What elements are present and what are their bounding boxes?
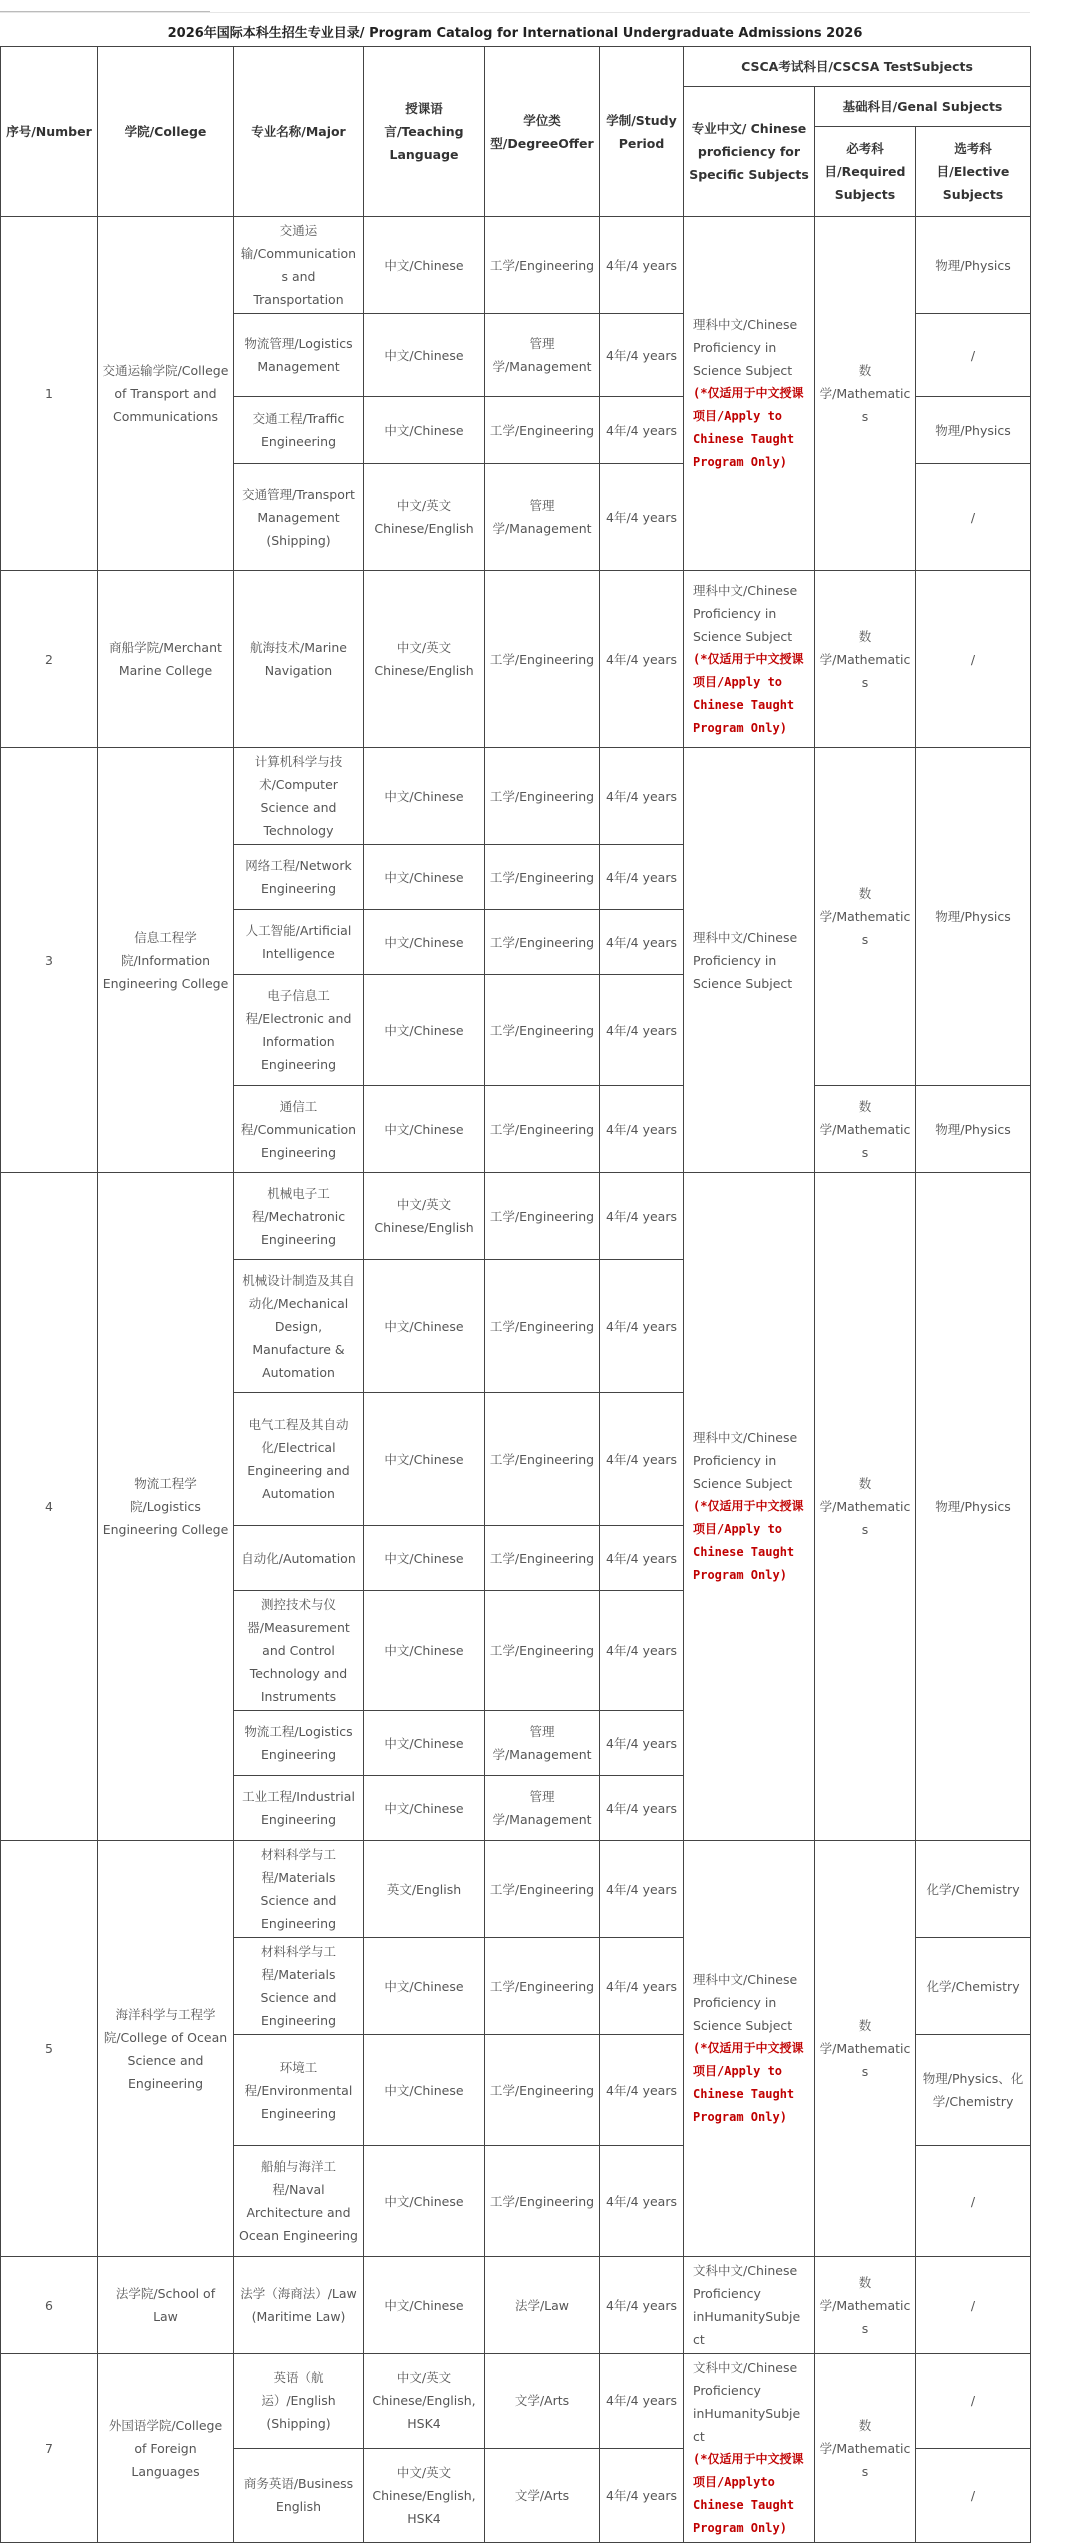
major-name: 材料科学与工程/Materials Science and Engineering xyxy=(234,1841,364,1938)
elective-subject: / xyxy=(916,2257,1031,2354)
study-period: 4年/4 years xyxy=(600,464,684,571)
chinese-taught-note: (*仅适用于中文授课项目/Applyto Chinese Taught Program Only) xyxy=(693,2452,804,2535)
required-subject: 数学/Mathematics xyxy=(815,1086,916,1173)
degree-type: 工学/Engineering xyxy=(485,1173,600,1260)
degree-type: 工学/Engineering xyxy=(485,571,600,748)
elective-subject: 物理/Physics xyxy=(916,1173,1031,1841)
specific-subject xyxy=(684,2257,815,2354)
study-period: 4年/4 years xyxy=(600,910,684,975)
chinese-taught-note: (*仅适用于中文授课项目/Apply to Chinese Taught Program Only) xyxy=(693,651,804,735)
degree-type: 工学/Engineering xyxy=(485,1938,600,2035)
college-name: 海洋科学与工程学院/College of Ocean Science and Engineering xyxy=(98,1841,234,2257)
degree-type: 工学/Engineering xyxy=(485,2146,600,2257)
study-period: 4年/4 years xyxy=(600,2257,684,2354)
teaching-language: 中文/Chinese xyxy=(364,1938,485,2035)
header-language: 授课语言/Teaching Language xyxy=(364,47,485,217)
elective-subject: / xyxy=(916,2146,1031,2257)
required-subject: 数学/Mathematics xyxy=(815,571,916,748)
teaching-language: 中文/Chinese xyxy=(364,1526,485,1591)
college-name: 外国语学院/College of Foreign Languages xyxy=(98,2354,234,2543)
elective-subject: 物理/Physics xyxy=(916,748,1031,1086)
top-tab-line xyxy=(0,0,210,12)
study-period: 4年/4 years xyxy=(600,314,684,397)
specific-subject-text: 理科中文/Chinese Proficiency in Science Subject xyxy=(693,582,798,644)
study-period: 4年/4 years xyxy=(600,2035,684,2146)
elective-subject: / xyxy=(916,464,1031,571)
degree-type: 工学/Engineering xyxy=(485,975,600,1086)
teaching-language: 中文/Chinese xyxy=(364,2146,485,2257)
study-period: 4年/4 years xyxy=(600,1591,684,1711)
study-period: 4年/4 years xyxy=(600,1393,684,1526)
teaching-language: 英文/English xyxy=(364,1841,485,1938)
specific-subject-text: 理科中文/Chinese Proficiency in Science Subject xyxy=(693,317,798,378)
major-name: 工业工程/Industrial Engineering xyxy=(234,1776,364,1841)
elective-subject: 化学/Chemistry xyxy=(916,1841,1031,1938)
major-name: 交通管理/Transport Management (Shipping) xyxy=(234,464,364,571)
teaching-language: 中文/Chinese xyxy=(364,217,485,314)
header-degree: 学位类型/DegreeOffer xyxy=(485,47,600,217)
degree-type: 工学/Engineering xyxy=(485,1591,600,1711)
elective-subject: 化学/Chemistry xyxy=(916,1938,1031,2035)
teaching-language: 中文/英文 Chinese/English, HSK4 xyxy=(364,2448,485,2543)
major-name: 机械电子工程/Mechatronic Engineering xyxy=(234,1173,364,1260)
major-name: 通信工程/Communication Engineering xyxy=(234,1086,364,1173)
required-subject: 数学/Mathematics xyxy=(815,2257,916,2354)
degree-type: 管理学/Management xyxy=(485,314,600,397)
study-period: 4年/4 years xyxy=(600,2354,684,2449)
teaching-language: 中文/Chinese xyxy=(364,2257,485,2354)
specific-subject xyxy=(684,1173,815,1841)
required-subject: 数学/Mathematics xyxy=(815,748,916,1086)
header-period: 学制/Study Period xyxy=(600,47,684,217)
study-period: 4年/4 years xyxy=(600,748,684,845)
major-name: 物流管理/Logistics Management xyxy=(234,314,364,397)
chinese-taught-note: (*仅适用于中文授课项目/Apply to Chinese Taught Program Only) xyxy=(693,386,804,469)
teaching-language: 中文/Chinese xyxy=(364,314,485,397)
row-number: 4 xyxy=(1,1173,98,1841)
degree-type: 工学/Engineering xyxy=(485,1086,600,1173)
header-specific: 专业中文/ Chinese proficiency for Specific Subjects xyxy=(684,87,815,217)
table-caption: 2026年国际本科生招生专业目录/ Program Catalog for International Undergraduate Admissions 2026 xyxy=(167,26,863,41)
college-name: 交通运输学院/College of Transport and Communications xyxy=(98,217,234,571)
college-name: 信息工程学院/Information Engineering College xyxy=(98,748,234,1173)
specific-subject-text: 理科中文/Chinese Proficiency in Science Subject xyxy=(693,1430,798,1491)
study-period: 4年/4 years xyxy=(600,1841,684,1938)
major-name: 材料科学与工程/Materials Science and Engineering xyxy=(234,1938,364,2035)
teaching-language: 中文/Chinese xyxy=(364,397,485,464)
teaching-language: 中文/Chinese xyxy=(364,845,485,910)
header-csca: CSCA考试科目/CSCSA TestSubjects xyxy=(684,47,1031,87)
degree-type: 工学/Engineering xyxy=(485,910,600,975)
teaching-language: 中文/Chinese xyxy=(364,1591,485,1711)
specific-subject-text: 文科中文/Chinese Proficiency inHumanitySubject xyxy=(693,2360,801,2444)
teaching-language: 中文/Chinese xyxy=(364,2035,485,2146)
study-period: 4年/4 years xyxy=(600,397,684,464)
major-name: 英语（航运）/English (Shipping) xyxy=(234,2354,364,2449)
degree-type: 工学/Engineering xyxy=(485,845,600,910)
row-number: 7 xyxy=(1,2354,98,2543)
teaching-language: 中文/Chinese xyxy=(364,1260,485,1393)
major-name: 自动化/Automation xyxy=(234,1526,364,1591)
major-name: 航海技术/Marine Navigation xyxy=(234,571,364,748)
degree-type: 工学/Engineering xyxy=(485,1841,600,1938)
header-required: 必考科目/Required Subjects xyxy=(815,127,916,217)
specific-subject xyxy=(684,1841,815,2257)
elective-subject: / xyxy=(916,314,1031,397)
specific-subject xyxy=(684,571,815,748)
study-period: 4年/4 years xyxy=(600,2448,684,2543)
degree-type: 工学/Engineering xyxy=(485,748,600,845)
teaching-language: 中文/英文 Chinese/English xyxy=(364,571,485,748)
row-number: 2 xyxy=(1,571,98,748)
college-name: 物流工程学院/Logistics Engineering College xyxy=(98,1173,234,1841)
teaching-language: 中文/Chinese xyxy=(364,910,485,975)
teaching-language: 中文/Chinese xyxy=(364,975,485,1086)
table-row xyxy=(1,1173,1031,1260)
degree-type: 工学/Engineering xyxy=(485,1393,600,1526)
study-period: 4年/4 years xyxy=(600,845,684,910)
table-row xyxy=(1,1841,1031,1938)
study-period: 4年/4 years xyxy=(600,1526,684,1591)
elective-subject: 物理/Physics xyxy=(916,1086,1031,1173)
degree-type: 工学/Engineering xyxy=(485,2035,600,2146)
elective-subject: / xyxy=(916,2448,1031,2543)
teaching-language: 中文/Chinese xyxy=(364,1086,485,1173)
elective-subject: 物理/Physics、化学/Chemistry xyxy=(916,2035,1031,2146)
study-period: 4年/4 years xyxy=(600,1086,684,1173)
teaching-language: 中文/英文 Chinese/English xyxy=(364,1173,485,1260)
program-catalog-table xyxy=(0,46,1031,2543)
table-row xyxy=(1,571,1031,748)
major-name: 船舶与海洋工程/Naval Architecture and Ocean Engineering xyxy=(234,2146,364,2257)
college-name: 法学院/School of Law xyxy=(98,2257,234,2354)
header-elective: 选考科目/Elective Subjects xyxy=(916,127,1031,217)
required-subject: 数学/Mathematics xyxy=(815,1841,916,2257)
study-period: 4年/4 years xyxy=(600,1173,684,1260)
required-subject: 数学/Mathematics xyxy=(815,1173,916,1841)
major-name: 物流工程/Logistics Engineering xyxy=(234,1711,364,1776)
degree-type: 管理学/Management xyxy=(485,1776,600,1841)
study-period: 4年/4 years xyxy=(600,571,684,748)
major-name: 网络工程/Network Engineering xyxy=(234,845,364,910)
study-period: 4年/4 years xyxy=(600,1711,684,1776)
chinese-taught-note: (*仅适用于中文授课项目/Apply to Chinese Taught Program Only) xyxy=(693,2041,804,2124)
specific-subject xyxy=(684,2354,815,2543)
degree-type: 法学/Law xyxy=(485,2257,600,2354)
major-name: 电气工程及其自动化/Electrical Engineering and Automation xyxy=(234,1393,364,1526)
top-divider xyxy=(0,0,1030,13)
teaching-language: 中文/Chinese xyxy=(364,1711,485,1776)
specific-subject xyxy=(684,217,815,571)
row-number: 1 xyxy=(1,217,98,571)
row-number: 5 xyxy=(1,1841,98,2257)
required-subject: 数学/Mathematics xyxy=(815,2354,916,2543)
degree-type: 管理学/Management xyxy=(485,1711,600,1776)
chinese-taught-note: (*仅适用于中文授课项目/Apply to Chinese Taught Program Only) xyxy=(693,1499,804,1582)
teaching-language: 中文/Chinese xyxy=(364,1393,485,1526)
row-number: 6 xyxy=(1,2257,98,2354)
table-row xyxy=(1,2257,1031,2354)
teaching-language: 中文/Chinese xyxy=(364,1776,485,1841)
header-general: 基础科目/Genal Subjects xyxy=(815,87,1031,127)
major-name: 人工智能/Artificial Intelligence xyxy=(234,910,364,975)
elective-subject: 物理/Physics xyxy=(916,397,1031,464)
row-number: 3 xyxy=(1,748,98,1173)
study-period: 4年/4 years xyxy=(600,217,684,314)
major-name: 法学（海商法）/Law (Maritime Law) xyxy=(234,2257,364,2354)
major-name: 测控技术与仪器/Measurement and Control Technology and Instruments xyxy=(234,1591,364,1711)
major-name: 商务英语/Business English xyxy=(234,2448,364,2543)
degree-type: 管理学/Management xyxy=(485,464,600,571)
specific-subject-text: 理科中文/Chinese Proficiency in Science Subject xyxy=(693,929,798,991)
college-name: 商船学院/Merchant Marine College xyxy=(98,571,234,748)
teaching-language: 中文/英文 Chinese/English xyxy=(364,464,485,571)
teaching-language: 中文/英文 Chinese/English, HSK4 xyxy=(364,2354,485,2449)
major-name: 电子信息工程/Electronic and Information Engineering xyxy=(234,975,364,1086)
study-period: 4年/4 years xyxy=(600,1938,684,2035)
major-name: 交通工程/Traffic Engineering xyxy=(234,397,364,464)
study-period: 4年/4 years xyxy=(600,2146,684,2257)
header-number: 序号/Number xyxy=(1,47,98,217)
specific-subject-text: 理科中文/Chinese Proficiency in Science Subject xyxy=(693,1972,798,2033)
table-row xyxy=(1,217,1031,314)
major-name: 机械设计制造及其自动化/Mechanical Design, Manufacture & Automation xyxy=(234,1260,364,1393)
table-row xyxy=(1,2354,1031,2449)
header-college: 学院/College xyxy=(98,47,234,217)
header-major: 专业名称/Major xyxy=(234,47,364,217)
major-name: 环境工程/Environmental Engineering xyxy=(234,2035,364,2146)
study-period: 4年/4 years xyxy=(600,1776,684,1841)
major-name: 交通运输/Communications and Transportation xyxy=(234,217,364,314)
degree-type: 工学/Engineering xyxy=(485,1260,600,1393)
elective-subject: 物理/Physics xyxy=(916,217,1031,314)
degree-type: 工学/Engineering xyxy=(485,217,600,314)
elective-subject: / xyxy=(916,571,1031,748)
required-subject: 数学/Mathematics xyxy=(815,217,916,571)
elective-subject: / xyxy=(916,2354,1031,2449)
degree-type: 文学/Arts xyxy=(485,2448,600,2543)
teaching-language: 中文/Chinese xyxy=(364,748,485,845)
major-name: 计算机科学与技术/Computer Science and Technology xyxy=(234,748,364,845)
degree-type: 文学/Arts xyxy=(485,2354,600,2449)
specific-subject xyxy=(684,748,815,1173)
table-row xyxy=(1,748,1031,845)
study-period: 4年/4 years xyxy=(600,975,684,1086)
degree-type: 工学/Engineering xyxy=(485,397,600,464)
study-period: 4年/4 years xyxy=(600,1260,684,1393)
degree-type: 工学/Engineering xyxy=(485,1526,600,1591)
specific-subject-text: 文科中文/Chinese Proficiency inHumanitySubject xyxy=(693,2263,801,2347)
